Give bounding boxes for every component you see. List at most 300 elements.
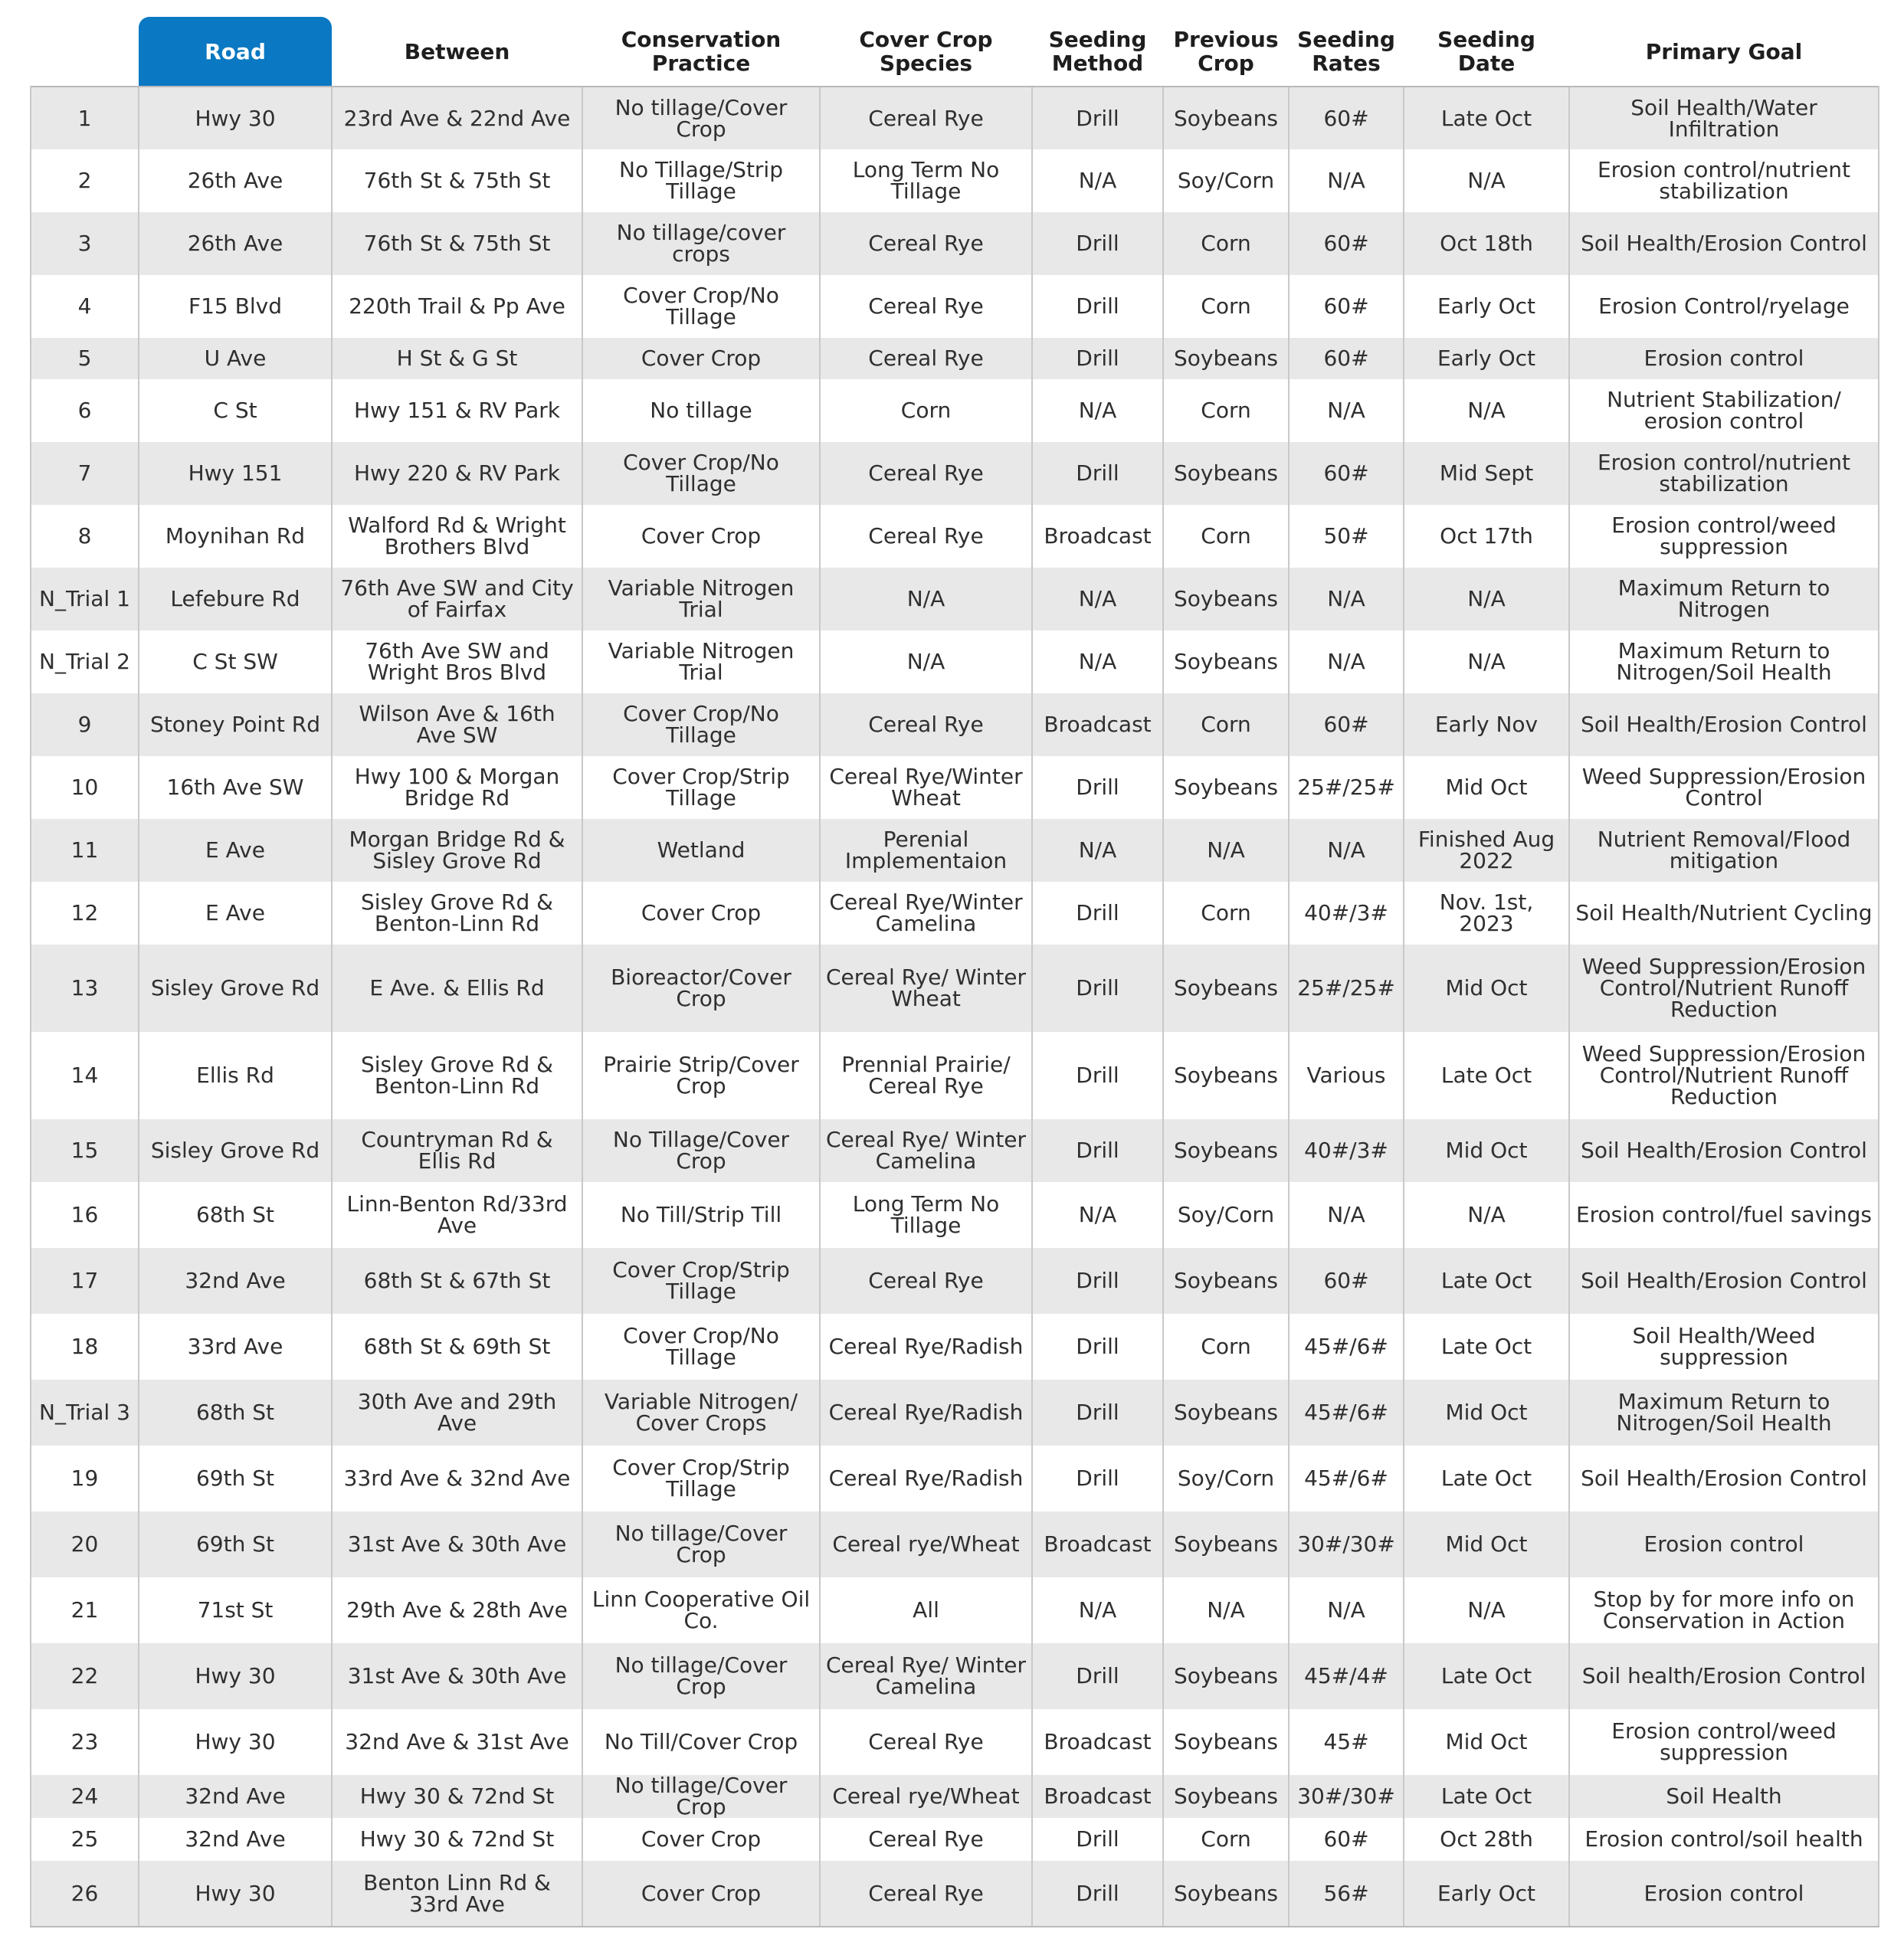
cell-primary-goal: Soil health/Erosion Control — [1569, 1643, 1879, 1709]
cell-road: E Ave — [139, 819, 332, 882]
cell-conservation-practice: Cover Crop — [582, 338, 820, 379]
cell-cover-crop-species: Cereal Rye/Radish — [820, 1380, 1032, 1446]
cell-primary-goal: Weed Suppression/Erosion Control — [1569, 756, 1879, 819]
cell-primary-goal: Erosion control — [1569, 338, 1879, 379]
cell-road: Lefebure Rd — [139, 568, 332, 630]
cell-conservation-practice: Prairie Strip/Cover Crop — [582, 1032, 820, 1119]
cell-between: H St & G St — [332, 338, 582, 379]
cell-seeding-method: Broadcast — [1032, 1775, 1163, 1818]
cell-seeding-date: Mid Sept — [1404, 442, 1569, 505]
cell-previous-crop: Soy/Corn — [1163, 149, 1289, 212]
cell-row-number: 26 — [31, 1861, 139, 1927]
cell-road: C St SW — [139, 630, 332, 693]
table-row — [31, 1314, 1879, 1380]
table-row — [31, 442, 1879, 505]
cell-seeding-method: Drill — [1032, 442, 1163, 505]
cell-road: Hwy 30 — [139, 1861, 332, 1927]
cell-between: 23rd Ave & 22nd Ave — [332, 87, 582, 149]
cell-seeding-method: Drill — [1032, 1248, 1163, 1314]
cell-seeding-method: N/A — [1032, 630, 1163, 693]
table-row — [31, 1119, 1879, 1182]
cell-previous-crop: Soybeans — [1163, 338, 1289, 379]
table-row — [31, 630, 1879, 693]
cell-seeding-rates: 60# — [1289, 693, 1404, 756]
cell-seeding-date: N/A — [1404, 149, 1569, 212]
cell-road: 71st St — [139, 1577, 332, 1643]
cell-conservation-practice: Bioreactor/Cover Crop — [582, 945, 820, 1032]
cell-seeding-rates: 60# — [1289, 275, 1404, 338]
cell-seeding-rates: 30#/30# — [1289, 1511, 1404, 1577]
cell-conservation-practice: Cover Crop — [582, 1818, 820, 1861]
cell-road: 26th Ave — [139, 212, 332, 275]
cell-previous-crop: Corn — [1163, 379, 1289, 442]
cell-seeding-rates: 50# — [1289, 505, 1404, 568]
cell-seeding-method: Drill — [1032, 1643, 1163, 1709]
cell-row-number: 14 — [31, 1032, 139, 1119]
table-row — [31, 882, 1879, 945]
cell-road: Hwy 30 — [139, 87, 332, 149]
header-index — [31, 17, 139, 87]
cell-primary-goal: Maximum Return to Nitrogen — [1569, 568, 1879, 630]
cell-primary-goal: Maximum Return to Nitrogen/Soil Health — [1569, 1380, 1879, 1446]
cell-conservation-practice: Wetland — [582, 819, 820, 882]
cell-previous-crop: Soybeans — [1163, 1709, 1289, 1775]
cell-primary-goal: Stop by for more info on Conservation in Action — [1569, 1577, 1879, 1643]
cell-previous-crop: Soybeans — [1163, 1861, 1289, 1927]
cell-road: 32nd Ave — [139, 1248, 332, 1314]
cell-primary-goal: Erosion control/weed suppression — [1569, 505, 1879, 568]
cell-cover-crop-species: Cereal Rye — [820, 1248, 1032, 1314]
cell-between: Linn-Benton Rd/33rd Ave — [332, 1182, 582, 1248]
cell-row-number: 12 — [31, 882, 139, 945]
cell-between: Countryman Rd & Ellis Rd — [332, 1119, 582, 1182]
cell-previous-crop: Soybeans — [1163, 1119, 1289, 1182]
cell-previous-crop: Corn — [1163, 882, 1289, 945]
table-header-row — [31, 17, 1879, 87]
cell-road: Moynihan Rd — [139, 505, 332, 568]
cell-row-number: 22 — [31, 1643, 139, 1709]
table-row — [31, 275, 1879, 338]
cell-between: Walford Rd & Wright Brothers Blvd — [332, 505, 582, 568]
table-row — [31, 1861, 1879, 1927]
cell-road: Sisley Grove Rd — [139, 1119, 332, 1182]
cell-between: Hwy 220 & RV Park — [332, 442, 582, 505]
cell-seeding-date: N/A — [1404, 1577, 1569, 1643]
cell-seeding-rates: 45#/6# — [1289, 1446, 1404, 1511]
cell-road: Hwy 151 — [139, 442, 332, 505]
cell-row-number: 5 — [31, 338, 139, 379]
cell-seeding-date: N/A — [1404, 568, 1569, 630]
cell-between: Sisley Grove Rd & Benton-Linn Rd — [332, 1032, 582, 1119]
cell-seeding-rates: 30#/30# — [1289, 1775, 1404, 1818]
cell-row-number: 6 — [31, 379, 139, 442]
cell-between: 29th Ave & 28th Ave — [332, 1577, 582, 1643]
cell-seeding-method: N/A — [1032, 819, 1163, 882]
cell-seeding-method: Drill — [1032, 1380, 1163, 1446]
cell-primary-goal: Erosion control/fuel savings — [1569, 1182, 1879, 1248]
cell-between: Hwy 100 & Morgan Bridge Rd — [332, 756, 582, 819]
table-row — [31, 1818, 1879, 1861]
conservation-table-sheet — [30, 17, 1878, 1927]
cell-seeding-rates: 60# — [1289, 1248, 1404, 1314]
cell-seeding-rates: 25#/25# — [1289, 756, 1404, 819]
cell-seeding-method: Drill — [1032, 756, 1163, 819]
table-row — [31, 1577, 1879, 1643]
cell-between: 32nd Ave & 31st Ave — [332, 1709, 582, 1775]
cell-between: Hwy 30 & 72nd St — [332, 1775, 582, 1818]
cell-seeding-method: Drill — [1032, 882, 1163, 945]
table-row — [31, 1248, 1879, 1314]
cell-cover-crop-species: Cereal Rye/Radish — [820, 1446, 1032, 1511]
cell-seeding-method: Drill — [1032, 338, 1163, 379]
cell-conservation-practice: No tillage/Cover Crop — [582, 1511, 820, 1577]
table-row — [31, 756, 1879, 819]
cell-between: Benton Linn Rd & 33rd Ave — [332, 1861, 582, 1927]
cell-between: 220th Trail & Pp Ave — [332, 275, 582, 338]
table-row — [31, 568, 1879, 630]
cell-seeding-rates: 25#/25# — [1289, 945, 1404, 1032]
cell-previous-crop: N/A — [1163, 1577, 1289, 1643]
table-row — [31, 819, 1879, 882]
cell-seeding-date: Early Oct — [1404, 275, 1569, 338]
cell-previous-crop: Corn — [1163, 1818, 1289, 1861]
cell-seeding-rates: N/A — [1289, 149, 1404, 212]
table-row — [31, 1775, 1879, 1818]
header-between: Between — [332, 17, 582, 87]
cell-seeding-rates: N/A — [1289, 630, 1404, 693]
cell-between: Hwy 151 & RV Park — [332, 379, 582, 442]
cell-conservation-practice: No tillage — [582, 379, 820, 442]
cell-road: E Ave — [139, 882, 332, 945]
cell-seeding-date: Late Oct — [1404, 1643, 1569, 1709]
cell-seeding-rates: 56# — [1289, 1861, 1404, 1927]
cell-previous-crop: Soybeans — [1163, 1643, 1289, 1709]
cell-road: Hwy 30 — [139, 1643, 332, 1709]
cell-between: 76th Ave SW and Wright Bros Blvd — [332, 630, 582, 693]
cell-primary-goal: Weed Suppression/Erosion Control/Nutrient Runoff Reduction — [1569, 945, 1879, 1032]
cell-primary-goal: Weed Suppression/Erosion Control/Nutrient Runoff Reduction — [1569, 1032, 1879, 1119]
cell-previous-crop: Soybeans — [1163, 442, 1289, 505]
cell-seeding-rates: 45# — [1289, 1709, 1404, 1775]
cell-between: 31st Ave & 30th Ave — [332, 1643, 582, 1709]
cell-seeding-rates: 40#/3# — [1289, 882, 1404, 945]
cell-cover-crop-species: Cereal Rye — [820, 1818, 1032, 1861]
cell-seeding-date: Mid Oct — [1404, 1380, 1569, 1446]
cell-primary-goal: Soil Health/Weed suppression — [1569, 1314, 1879, 1380]
cell-cover-crop-species: Long Term No Tillage — [820, 149, 1032, 212]
cell-cover-crop-species: Cereal Rye — [820, 275, 1032, 338]
cell-road: 69th St — [139, 1446, 332, 1511]
cell-seeding-date: Early Oct — [1404, 338, 1569, 379]
table-row — [31, 1446, 1879, 1511]
table-row — [31, 87, 1879, 149]
cell-primary-goal: Nutrient Removal/Flood mitigation — [1569, 819, 1879, 882]
cell-conservation-practice: Cover Crop/Strip Tillage — [582, 1446, 820, 1511]
cell-cover-crop-species: Perenial Implementaion — [820, 819, 1032, 882]
cell-previous-crop: Soybeans — [1163, 1511, 1289, 1577]
cell-primary-goal: Erosion control — [1569, 1861, 1879, 1927]
header-seeding-date: Seeding Date — [1404, 17, 1569, 87]
cell-between: E Ave. & Ellis Rd — [332, 945, 582, 1032]
cell-seeding-rates: N/A — [1289, 379, 1404, 442]
cell-cover-crop-species: N/A — [820, 568, 1032, 630]
cell-seeding-date: Late Oct — [1404, 87, 1569, 149]
table-row — [31, 505, 1879, 568]
header-road: Road — [139, 17, 332, 87]
cell-row-number: 23 — [31, 1709, 139, 1775]
cell-cover-crop-species: Cereal Rye/Winter Camelina — [820, 882, 1032, 945]
cell-row-number: 20 — [31, 1511, 139, 1577]
cell-conservation-practice: Cover Crop — [582, 505, 820, 568]
cell-between: 76th St & 75th St — [332, 149, 582, 212]
cell-seeding-method: N/A — [1032, 1182, 1163, 1248]
cell-between: Hwy 30 & 72nd St — [332, 1818, 582, 1861]
cell-primary-goal: Maximum Return to Nitrogen/Soil Health — [1569, 630, 1879, 693]
table-row — [31, 1643, 1879, 1709]
cell-between: Wilson Ave & 16th Ave SW — [332, 693, 582, 756]
cell-previous-crop: N/A — [1163, 819, 1289, 882]
cell-previous-crop: Soybeans — [1163, 1380, 1289, 1446]
cell-previous-crop: Corn — [1163, 1314, 1289, 1380]
cell-conservation-practice: Cover Crop/No Tillage — [582, 1314, 820, 1380]
cell-seeding-date: Oct 18th — [1404, 212, 1569, 275]
cell-seeding-rates: N/A — [1289, 819, 1404, 882]
cell-primary-goal: Soil Health/Nutrient Cycling — [1569, 882, 1879, 945]
cell-seeding-method: Drill — [1032, 212, 1163, 275]
cell-seeding-rates: N/A — [1289, 568, 1404, 630]
cell-seeding-method: Drill — [1032, 1314, 1163, 1380]
cell-previous-crop: Corn — [1163, 693, 1289, 756]
cell-primary-goal: Nutrient Stabilization/ erosion control — [1569, 379, 1879, 442]
cell-previous-crop: Corn — [1163, 212, 1289, 275]
cell-seeding-date: Late Oct — [1404, 1775, 1569, 1818]
cell-seeding-date: Mid Oct — [1404, 1709, 1569, 1775]
cell-seeding-date: Oct 17th — [1404, 505, 1569, 568]
cell-road: 32nd Ave — [139, 1775, 332, 1818]
cell-cover-crop-species: Cereal Rye — [820, 212, 1032, 275]
cell-seeding-date: Finished Aug 2022 — [1404, 819, 1569, 882]
cell-cover-crop-species: Cereal Rye/Radish — [820, 1314, 1032, 1380]
cell-row-number: 11 — [31, 819, 139, 882]
table-row — [31, 945, 1879, 1032]
cell-between: 33rd Ave & 32nd Ave — [332, 1446, 582, 1511]
cell-seeding-rates: 60# — [1289, 87, 1404, 149]
cell-seeding-date: Mid Oct — [1404, 1511, 1569, 1577]
table-row — [31, 1511, 1879, 1577]
cell-previous-crop: Soybeans — [1163, 630, 1289, 693]
cell-primary-goal: Soil Health/Erosion Control — [1569, 212, 1879, 275]
cell-primary-goal: Erosion control/nutrient stabilization — [1569, 442, 1879, 505]
cell-seeding-method: N/A — [1032, 1577, 1163, 1643]
table-body — [31, 87, 1879, 1927]
cell-previous-crop: Soybeans — [1163, 1032, 1289, 1119]
cell-road: 69th St — [139, 1511, 332, 1577]
cell-seeding-method: N/A — [1032, 379, 1163, 442]
cell-primary-goal: Soil Health/Erosion Control — [1569, 1119, 1879, 1182]
cell-conservation-practice: No tillage/cover crops — [582, 212, 820, 275]
cell-seeding-date: Late Oct — [1404, 1248, 1569, 1314]
cell-cover-crop-species: Cereal rye/Wheat — [820, 1775, 1032, 1818]
cell-primary-goal: Soil Health/Water Infiltration — [1569, 87, 1879, 149]
cell-seeding-method: Drill — [1032, 1818, 1163, 1861]
cell-previous-crop: Soybeans — [1163, 568, 1289, 630]
cell-road: C St — [139, 379, 332, 442]
cell-previous-crop: Soy/Corn — [1163, 1182, 1289, 1248]
cell-seeding-rates: 60# — [1289, 338, 1404, 379]
cell-row-number: N_Trial 3 — [31, 1380, 139, 1446]
cell-road: 33rd Ave — [139, 1314, 332, 1380]
cell-cover-crop-species: Cereal Rye — [820, 1709, 1032, 1775]
cell-row-number: 1 — [31, 87, 139, 149]
cell-primary-goal: Soil Health/Erosion Control — [1569, 1446, 1879, 1511]
cell-between: 76th St & 75th St — [332, 212, 582, 275]
conservation-practices-table — [30, 17, 1879, 1927]
cell-primary-goal: Erosion control/soil health — [1569, 1818, 1879, 1861]
cell-seeding-date: Early Oct — [1404, 1861, 1569, 1927]
cell-conservation-practice: No tillage/Cover Crop — [582, 87, 820, 149]
cell-row-number: 16 — [31, 1182, 139, 1248]
cell-road: 16th Ave SW — [139, 756, 332, 819]
cell-cover-crop-species: Cereal Rye/ Winter Camelina — [820, 1643, 1032, 1709]
cell-row-number: 4 — [31, 275, 139, 338]
cell-conservation-practice: Cover Crop/No Tillage — [582, 442, 820, 505]
cell-previous-crop: Soybeans — [1163, 756, 1289, 819]
cell-seeding-method: Drill — [1032, 1861, 1163, 1927]
header-conservation-practice: Conservation Practice — [582, 17, 820, 87]
cell-previous-crop: Soybeans — [1163, 87, 1289, 149]
cell-seeding-method: Broadcast — [1032, 1709, 1163, 1775]
cell-seeding-date: Early Nov — [1404, 693, 1569, 756]
cell-conservation-practice: No Tillage/Cover Crop — [582, 1119, 820, 1182]
cell-previous-crop: Corn — [1163, 275, 1289, 338]
cell-row-number: N_Trial 1 — [31, 568, 139, 630]
cell-row-number: 15 — [31, 1119, 139, 1182]
cell-seeding-method: Drill — [1032, 1119, 1163, 1182]
cell-road: Stoney Point Rd — [139, 693, 332, 756]
cell-conservation-practice: Cover Crop — [582, 1861, 820, 1927]
cell-seeding-rates: 45#/6# — [1289, 1314, 1404, 1380]
cell-row-number: 24 — [31, 1775, 139, 1818]
cell-cover-crop-species: Cereal rye/Wheat — [820, 1511, 1032, 1577]
cell-cover-crop-species: Corn — [820, 379, 1032, 442]
cell-seeding-rates: 60# — [1289, 1818, 1404, 1861]
cell-cover-crop-species: Prennial Prairie/ Cereal Rye — [820, 1032, 1032, 1119]
cell-row-number: 3 — [31, 212, 139, 275]
cell-road: 68th St — [139, 1380, 332, 1446]
cell-row-number: 19 — [31, 1446, 139, 1511]
cell-conservation-practice: No Till/Strip Till — [582, 1182, 820, 1248]
cell-conservation-practice: Cover Crop — [582, 882, 820, 945]
cell-seeding-date: Mid Oct — [1404, 756, 1569, 819]
header-cover-crop-species: Cover Crop Species — [820, 17, 1032, 87]
cell-seeding-date: Nov. 1st, 2023 — [1404, 882, 1569, 945]
table-row — [31, 379, 1879, 442]
table-row — [31, 1032, 1879, 1119]
cell-road: Ellis Rd — [139, 1032, 332, 1119]
cell-road: F15 Blvd — [139, 275, 332, 338]
cell-conservation-practice: No tillage/Cover Crop — [582, 1775, 820, 1818]
cell-seeding-date: Late Oct — [1404, 1032, 1569, 1119]
cell-seeding-rates: 40#/3# — [1289, 1119, 1404, 1182]
table-row — [31, 149, 1879, 212]
cell-cover-crop-species: Cereal Rye — [820, 338, 1032, 379]
cell-seeding-rates: 60# — [1289, 442, 1404, 505]
cell-conservation-practice: Cover Crop/No Tillage — [582, 693, 820, 756]
cell-seeding-method: Drill — [1032, 1446, 1163, 1511]
cell-seeding-method: N/A — [1032, 149, 1163, 212]
cell-seeding-date: Oct 28th — [1404, 1818, 1569, 1861]
cell-previous-crop: Corn — [1163, 505, 1289, 568]
cell-seeding-date: N/A — [1404, 630, 1569, 693]
cell-seeding-rates: 60# — [1289, 212, 1404, 275]
cell-seeding-rates: Various — [1289, 1032, 1404, 1119]
cell-cover-crop-species: Cereal Rye/ Winter Camelina — [820, 1119, 1032, 1182]
table-row — [31, 212, 1879, 275]
cell-seeding-method: Drill — [1032, 1032, 1163, 1119]
cell-cover-crop-species: Cereal Rye/ Winter Wheat — [820, 945, 1032, 1032]
cell-seeding-rates: 45#/6# — [1289, 1380, 1404, 1446]
cell-conservation-practice: Cover Crop/Strip Tillage — [582, 1248, 820, 1314]
cell-cover-crop-species: Cereal Rye — [820, 693, 1032, 756]
cell-seeding-rates: 45#/4# — [1289, 1643, 1404, 1709]
cell-between: 68th St & 67th St — [332, 1248, 582, 1314]
cell-row-number: 10 — [31, 756, 139, 819]
cell-conservation-practice: Variable Nitrogen Trial — [582, 568, 820, 630]
cell-seeding-date: N/A — [1404, 379, 1569, 442]
cell-primary-goal: Erosion control/weed suppression — [1569, 1709, 1879, 1775]
cell-cover-crop-species: Long Term No Tillage — [820, 1182, 1032, 1248]
cell-conservation-practice: Variable Nitrogen Trial — [582, 630, 820, 693]
cell-seeding-date: N/A — [1404, 1182, 1569, 1248]
cell-cover-crop-species: Cereal Rye — [820, 87, 1032, 149]
table-row — [31, 1380, 1879, 1446]
cell-row-number: 17 — [31, 1248, 139, 1314]
cell-seeding-rates: N/A — [1289, 1182, 1404, 1248]
table-row — [31, 1709, 1879, 1775]
cell-seeding-method: Drill — [1032, 87, 1163, 149]
cell-seeding-date: Mid Oct — [1404, 945, 1569, 1032]
cell-primary-goal: Erosion control/nutrient stabilization — [1569, 149, 1879, 212]
cell-seeding-method: Drill — [1032, 275, 1163, 338]
cell-seeding-method: N/A — [1032, 568, 1163, 630]
cell-row-number: 9 — [31, 693, 139, 756]
cell-primary-goal: Erosion control — [1569, 1511, 1879, 1577]
cell-seeding-method: Broadcast — [1032, 1511, 1163, 1577]
cell-conservation-practice: Variable Nitrogen/ Cover Crops — [582, 1380, 820, 1446]
cell-road: 68th St — [139, 1182, 332, 1248]
cell-road: Hwy 30 — [139, 1709, 332, 1775]
cell-previous-crop: Soybeans — [1163, 1775, 1289, 1818]
cell-road: 32nd Ave — [139, 1818, 332, 1861]
cell-previous-crop: Soybeans — [1163, 945, 1289, 1032]
cell-conservation-practice: Cover Crop/No Tillage — [582, 275, 820, 338]
cell-primary-goal: Soil Health — [1569, 1775, 1879, 1818]
cell-primary-goal: Erosion Control/ryelage — [1569, 275, 1879, 338]
cell-between: 30th Ave and 29th Ave — [332, 1380, 582, 1446]
cell-between: Morgan Bridge Rd & Sisley Grove Rd — [332, 819, 582, 882]
cell-cover-crop-species: All — [820, 1577, 1032, 1643]
cell-primary-goal: Soil Health/Erosion Control — [1569, 1248, 1879, 1314]
cell-between: 68th St & 69th St — [332, 1314, 582, 1380]
cell-seeding-date: Mid Oct — [1404, 1119, 1569, 1182]
cell-previous-crop: Soy/Corn — [1163, 1446, 1289, 1511]
cell-seeding-method: Broadcast — [1032, 505, 1163, 568]
cell-conservation-practice: Cover Crop/Strip Tillage — [582, 756, 820, 819]
table-row — [31, 338, 1879, 379]
cell-seeding-date: Late Oct — [1404, 1314, 1569, 1380]
cell-road: 26th Ave — [139, 149, 332, 212]
cell-cover-crop-species: Cereal Rye — [820, 442, 1032, 505]
